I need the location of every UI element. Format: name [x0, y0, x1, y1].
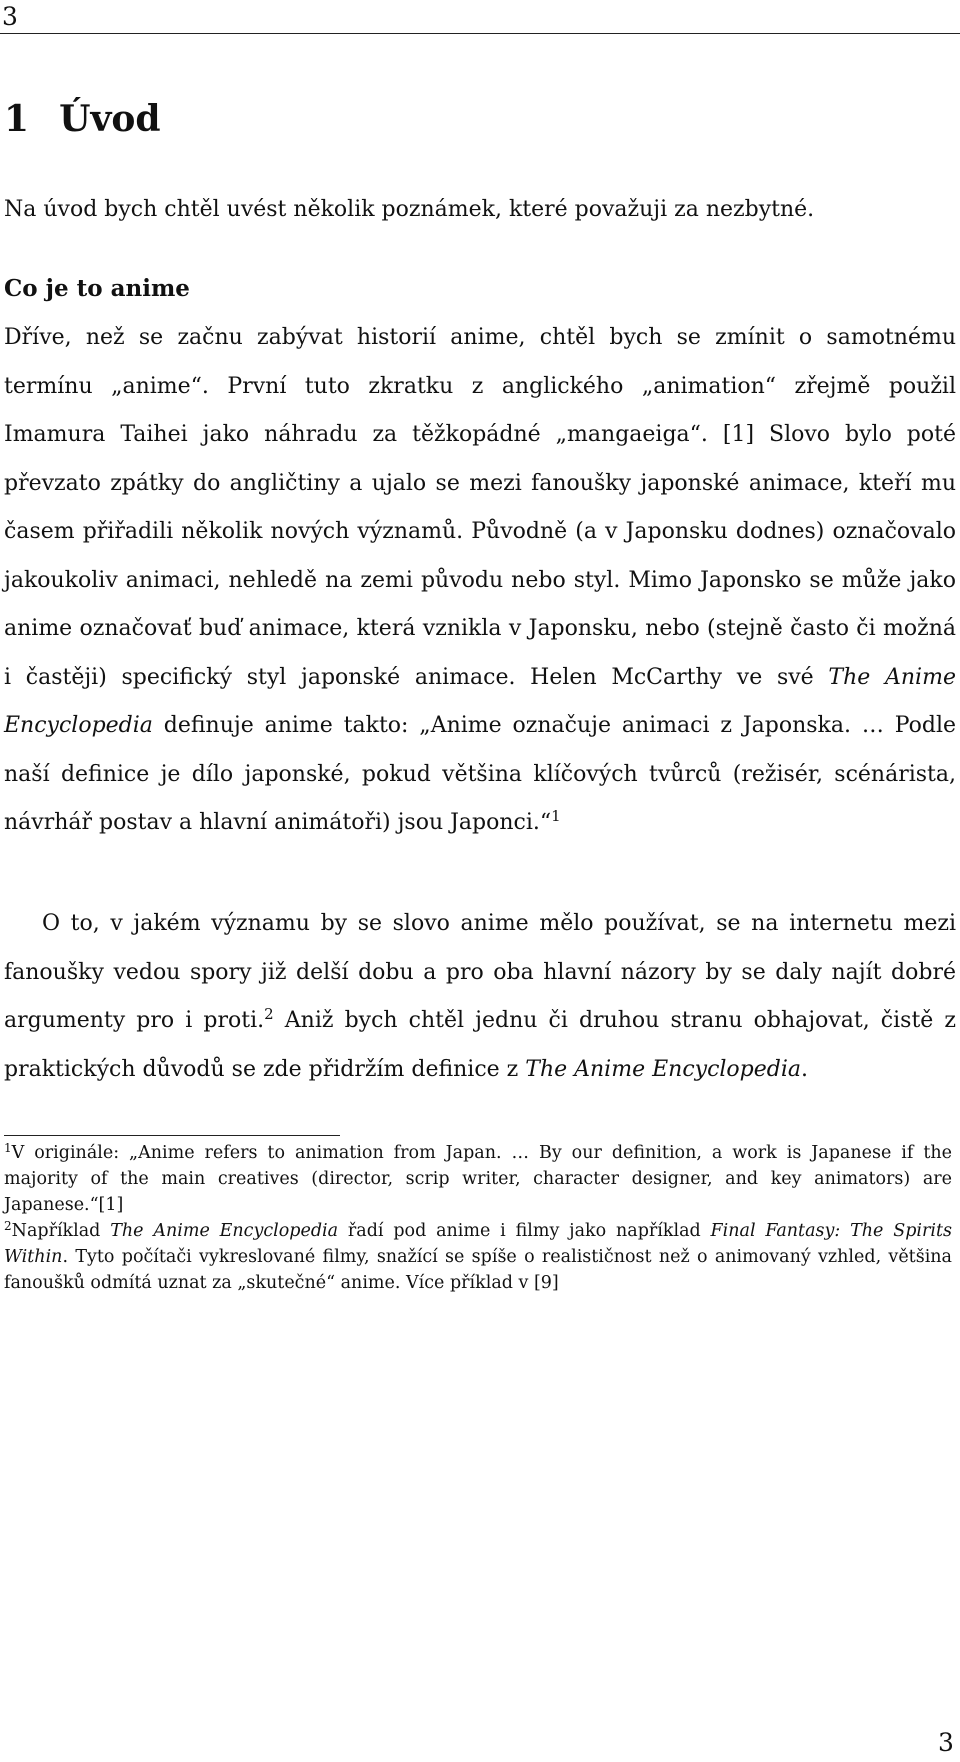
book-title: The Anime Encyclopedia: [110, 1221, 339, 1241]
body-paragraph-2: [4, 900, 956, 1094]
header-page-number: 3: [2, 2, 18, 31]
footnote-marker[interactable]: 1: [551, 807, 561, 825]
book-title: The Anime Encyclopedia: [4, 664, 956, 738]
header-rule: [0, 33, 960, 34]
footnote-text: . Tyto počítači vykreslované filmy, snažící se spíše o realističnost než o animovaný vzhled, většina fanoušků odmítá uznat za „skutečné“ anime. Více příklad v [9]: [4, 1247, 952, 1293]
paragraph-text: Dříve, než se začnu zabývat historií anime, chtěl bych se zmínit o samotnému termínu „anime“. První tuto zkratku z anglického „animation“ zřejmě použil Imamura Taihei jako náhradu za těžkopádné „mangaeiga“. [1] Slovo bylo poté převzato zpátky do angličtiny a ujalo se mezi fanoušky japonské animace, kteří mu časem přiřadili několik nových významů. Původně (a v Japonsku dodnes) označovalo jakoukoliv animaci, nehledě na zemi původu nebo styl. Mimo Japonsko se může jako anime označovať buď animace, která vznikla v Japonsku, nebo (stejně často či možná i častěji) specifický styl japonské animace. Helen McCarthy ve své: [4, 325, 956, 690]
section-heading: Co je to anime: [4, 275, 190, 302]
book-title: The Anime Encyclopedia: [525, 1056, 802, 1082]
intro-paragraph: Na úvod bych chtěl uvést několik poznámek, které považuji za nezbytné.: [4, 197, 815, 222]
footnote-text: Například: [11, 1221, 111, 1241]
footnote-number: 2: [4, 1219, 12, 1233]
paragraph-text: O to, v jakém významu by se slovo anime mělo používat, se na internetu mezi fanoušky vedou spory již delší dobu a pro oba hlavní názory by se daly najít dobré argumenty pro i proti.: [4, 911, 956, 1033]
paragraph-end: .: [801, 1056, 809, 1082]
footnote-number: 1: [4, 1141, 12, 1155]
footnote-1: [4, 1140, 952, 1218]
footnote-rule: [4, 1135, 340, 1136]
chapter-title: Úvod: [59, 98, 161, 140]
body-paragraph-1: [4, 314, 956, 848]
chapter-number: 1: [4, 98, 30, 140]
footnote-2: [4, 1218, 952, 1296]
chapter-heading: [4, 97, 161, 141]
film-title: Final Fantasy: The Spirits Within: [4, 1221, 952, 1267]
footnotes: [4, 1140, 952, 1296]
footnote-text: řadí pod anime i filmy jako například: [338, 1221, 711, 1241]
paragraph-text: Aniž bych chtěl jednu či druhou stranu obhajovat, čistě z praktických důvodů se zde přidržím definice z: [4, 1008, 957, 1082]
footnote-text: V originále: „Anime refers to animation from Japan. … By our definition, a work is Japanese if the majority of the main creatives (director, scrip writer, character designer, and key animators) are Japanese.“[1]: [4, 1143, 952, 1215]
footer-page-number: 3: [938, 1728, 954, 1757]
footnote-marker[interactable]: 2: [264, 1005, 274, 1023]
paragraph-text: definuje anime takto: „Anime označuje animaci z Japonska. … Podle naší definice je dílo japonské, pokud většina klíčových tvůrců (režisér, scénárista, návrhář postav a hlavní animátoři) jsou Japonci.“: [4, 713, 956, 835]
